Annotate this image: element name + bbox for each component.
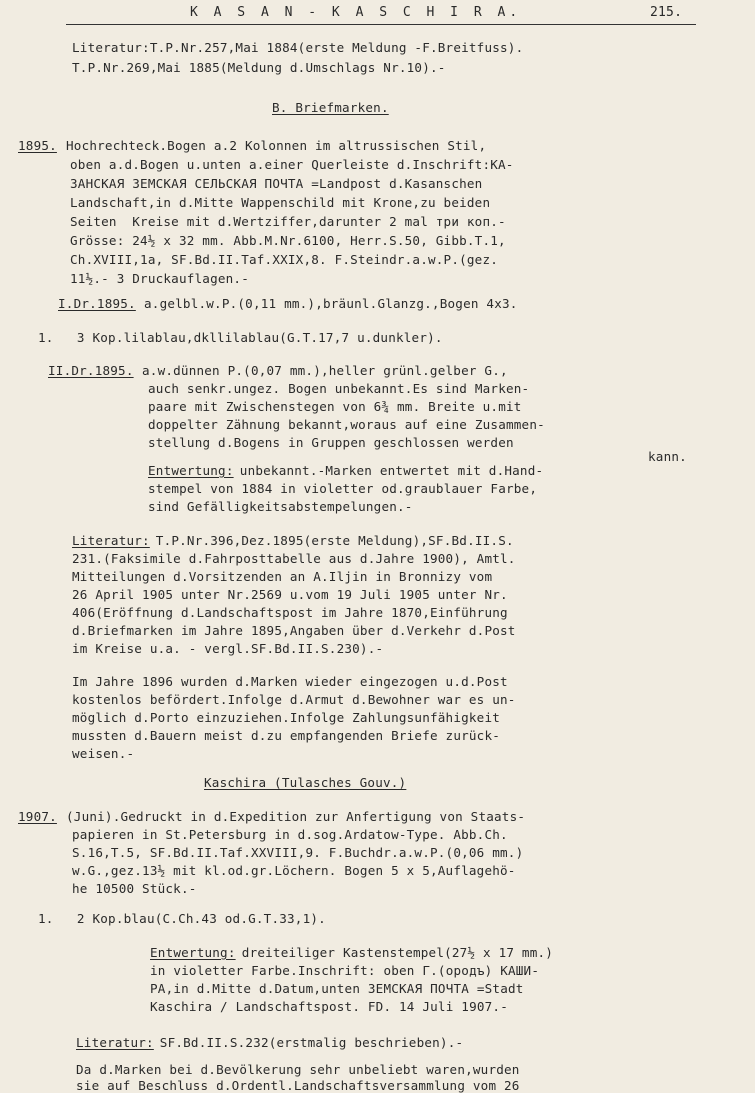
literatur-3-label: Literatur: (76, 1035, 154, 1050)
lit2-line: im Kreise u.a. - vergl.SF.Bd.II.S.230).- (72, 641, 384, 656)
entw1-line: sind Gefälligkeitsabstempelungen.- (148, 499, 413, 514)
p1895-line: Landschaft,in d.Mitte Wappenschild mit Krone,zu beiden (70, 195, 491, 210)
year-1907: 1907. (18, 809, 57, 824)
p1907-line: w.G.,gez.13½ mit kl.od.gr.Löchern. Bogen 5 x 5,Auflagehö- (72, 863, 516, 878)
p1907-line: S.16,T.5, SF.Bd.II.Taf.XXVIII,9. F.Buchdr.a.w.P.(0,06 mm.) (72, 845, 524, 860)
p1896-line: Im Jahre 1896 wurden d.Marken wieder eingezogen u.d.Post (72, 674, 508, 689)
year-1895: 1895. (18, 138, 57, 153)
literatur-2-text: T.P.Nr.396,Dez.1895(erste Meldung),SF.Bd.II.S. (148, 533, 514, 548)
p1896-line: möglich d.Porto einzuziehen.Infolge Zahlungsunfähigkeit (72, 710, 501, 725)
section-heading-briefmarken: B. Briefmarken. (272, 100, 389, 115)
page-number: 215. (650, 5, 683, 20)
running-title: K A S A N - K A S C H I R A. (190, 5, 522, 20)
lit1-line: T.P.Nr.269,Mai 1885(Meldung d.Umschlags Nr.10).- (72, 60, 446, 75)
lit2-line: 26 April 1905 unter Nr.2569 u.vom 19 Juli 1905 unter Nr. (72, 587, 508, 602)
p1895-line: 11½.- 3 Druckauflagen.- (70, 271, 249, 286)
p1907-line: he 10500 Stück.- (72, 881, 197, 896)
p1896-line: kostenlos befördert.Infolge d.Armut d.Bewohner war es un- (72, 692, 516, 707)
p1895-line: Seiten Kreise mit d.Wertziffer,darunter 2 mal три коп.- (70, 214, 506, 229)
entw1-line: stempel von 1884 in violetter od.graublauer Farbe, (148, 481, 538, 496)
dr2-line: kann. (648, 449, 687, 464)
final-line: sie auf Beschluss d.Ordentl.Landschaftsversammlung vom 26 (76, 1078, 520, 1093)
dr2-line: doppelter Zähnung bekannt,woraus auf eine Zusammen- (148, 417, 545, 432)
literatur-2-label: Literatur: (72, 533, 150, 548)
entwertung-1-text: unbekannt.-Marken entwertet mit d.Hand- (232, 463, 544, 478)
druckauflage-2-text: a.w.dünnen P.(0,07 mm.),heller grünl.gelber G., (142, 363, 508, 378)
dr2-line: auch senkr.ungez. Bogen unbekannt.Es sind Marken- (148, 381, 530, 396)
lit2-line: d.Briefmarken im Jahre 1895,Angaben über d.Verkehr d.Post (72, 623, 516, 638)
stamp-item-kaschira-1: 1. 2 Kop.blau(C.Ch.43 od.G.T.33,1). (38, 911, 326, 926)
lit2-line: 406(Eröffnung d.Landschaftspost im Jahre 1870,Einführung (72, 605, 508, 620)
p1895-line: ЗАНСКАЯ ЗЕМСКАЯ СЕЛЬСКАЯ ПОЧТА =Landpost d.Kasanschen (70, 176, 483, 191)
header-rule (66, 24, 696, 25)
dr2-line: paare mit Zwischenstegen von 6¾ mm. Breite u.mit (148, 399, 522, 414)
p1907-line: papieren in St.Petersburg in d.sog.Ardatow-Type. Abb.Ch. (72, 827, 508, 842)
druckauflage-1-label: I.Dr.1895. (58, 296, 136, 311)
literatur-3-text: SF.Bd.II.S.232(erstmalig beschrieben).- (152, 1035, 464, 1050)
p1895-line: Grösse: 24½ x 32 mm. Abb.M.Nr.6100, Herr.S.50, Gibb.T.1, (70, 233, 506, 248)
p1895-line: Hochrechteck.Bogen a.2 Kolonnen im altrussischen Stil, (66, 138, 487, 153)
entw2-line: РА,in d.Mitte d.Datum,unten ЗЕМСКАЯ ПОЧТА =Stadt (150, 981, 524, 996)
lit2-line: Mitteilungen d.Vorsitzenden an A.Iljin in Bronnizy vom (72, 569, 493, 584)
dr2-line: stellung d.Bogens in Gruppen geschlossen werden (148, 435, 514, 450)
p1895-line: Ch.XVIII,1a, SF.Bd.II.Taf.XXIX,8. F.Steindr.a.w.P.(gez. (70, 252, 499, 267)
lit1-line: Literatur:T.P.Nr.257,Mai 1884(erste Meldung -F.Breitfuss). (72, 40, 524, 55)
section-heading-kaschira: Kaschira (Tulasches Gouv.) (204, 775, 407, 790)
lit2-line: 231.(Faksimile d.Fahrposttabelle aus d.Jahre 1900), Amtl. (72, 551, 516, 566)
p1895-line: oben a.d.Bogen u.unten a.einer Querleiste d.Inschrift:KA- (70, 157, 514, 172)
entw2-line: in violetter Farbe.Inschrift: oben Г.(ородъ) КАШИ- (150, 963, 540, 978)
druckauflage-2-label: II.Dr.1895. (48, 363, 134, 378)
entwertung-2-label: Entwertung: (150, 945, 236, 960)
p1907-first: (Juni).Gedruckt in d.Expedition zur Anfertigung von Staats- (66, 809, 526, 824)
entwertung-2-text: dreiteiliger Kastenstempel(27½ x 17 mm.) (234, 945, 554, 960)
entwertung-1-label: Entwertung: (148, 463, 234, 478)
p1896-line: weisen.- (72, 746, 135, 761)
p1896-line: mussten d.Bauern meist d.zu empfangenden Briefe zurück- (72, 728, 501, 743)
entw2-line: Kaschira / Landschaftspost. FD. 14 Juli 1907.- (150, 999, 508, 1014)
stamp-item-1: 1. 3 Kop.lilablau,dkllilablau(G.T.17,7 u.dunkler). (38, 330, 443, 345)
druckauflage-1-text: a.gelbl.w.P.(0,11 mm.),bräunl.Glanzg.,Bogen 4x3. (144, 296, 518, 311)
final-line: Da d.Marken bei d.Bevölkerung sehr unbeliebt waren,wurden (76, 1062, 520, 1077)
